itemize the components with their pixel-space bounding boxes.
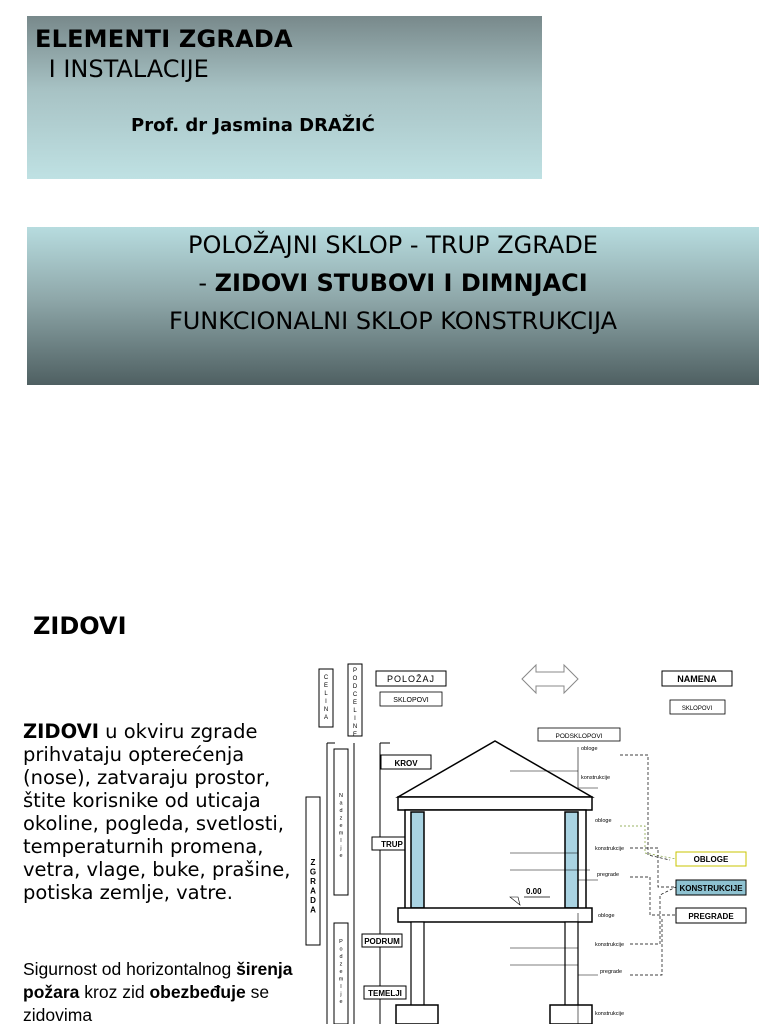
zgrada-letters xyxy=(310,858,316,915)
small-label: konstrukcije xyxy=(595,846,625,852)
v-podceline-letter: E xyxy=(352,732,358,738)
paragraph-2 xyxy=(23,958,295,1027)
v-podceline-letter: O xyxy=(352,676,358,682)
small-label: pregrade xyxy=(600,969,623,975)
small-label: konstrukcije xyxy=(581,775,611,781)
p2-bold1: širenja požara xyxy=(23,959,293,1002)
polozaj-label: POLOŽAJ xyxy=(386,674,436,684)
subtitle-line2-prefix: - xyxy=(198,269,215,297)
small-label: obloge xyxy=(598,913,615,919)
level-label: 0.00 xyxy=(526,887,542,896)
v-zgrada-letter: R xyxy=(310,877,316,886)
p2-part2: kroz zid xyxy=(79,982,150,1002)
v-podceline-letter: E xyxy=(352,700,358,706)
right-wall xyxy=(565,812,578,908)
subtitle-line2-bold: ZIDOVI STUBOVI I DIMNJACI xyxy=(214,269,588,297)
subtitle-banner xyxy=(27,227,759,385)
v-nadzemlje-letter: d xyxy=(339,808,343,814)
paragraph-1 xyxy=(23,720,295,904)
building-diagram xyxy=(300,655,760,1024)
v-nadzemlje-letter: z xyxy=(339,815,343,822)
podrum-label: PODRUM xyxy=(364,937,400,946)
v-nadzemlje-letter: a xyxy=(339,800,343,807)
p2-bold2: obezbeđuje xyxy=(149,982,246,1002)
v-zgrada-letter: G xyxy=(309,867,317,877)
trup-label: TRUP xyxy=(381,840,403,849)
v-podzemlje-letter: d xyxy=(339,954,343,960)
v-podceline-letter: L xyxy=(353,708,357,714)
v-podzemlje-letter: o xyxy=(339,946,343,953)
legend-obloge-label: OBLOGE xyxy=(693,855,729,864)
double-arrow-icon xyxy=(522,665,578,693)
small-label: konstrukcije xyxy=(595,1011,625,1017)
v-podzemlje-letter: m xyxy=(338,976,344,983)
v-celina-letter: I xyxy=(325,699,327,705)
v-celina-letter: E xyxy=(323,683,329,689)
v-nadzemlje-letter: m xyxy=(338,830,344,837)
author: Prof. dr Jasmina DRAŽIĆ xyxy=(131,115,375,136)
subtitle-line1: POLOŽAJNI SKLOP - TRUP ZGRADE xyxy=(188,231,598,259)
v-podzemlje-letter: z xyxy=(339,961,343,968)
v-podceline-letter: P xyxy=(352,668,358,674)
v-zgrada-letter: Z xyxy=(310,858,316,867)
legend-pregrade-label: PREGRADE xyxy=(688,912,734,921)
title-line2: I INSTALACIJE xyxy=(41,55,209,83)
legend-konstrukcije-label: KONSTRUKCIJE xyxy=(679,884,743,893)
sklopovi-left-label: SKLOPOVI xyxy=(393,697,429,704)
v-podceline-letter: C xyxy=(352,692,358,698)
paragraph-1-lead: ZIDOVI xyxy=(23,720,99,743)
small-label: pregrade xyxy=(597,872,620,878)
v-nadzemlje-letter: j xyxy=(340,845,342,852)
small-labels xyxy=(581,746,624,1017)
krov-label: KROV xyxy=(394,759,418,768)
nadzemlje-box xyxy=(334,749,348,895)
v-nadzemlje-letter: l xyxy=(340,838,342,844)
v-celina-letter: N xyxy=(323,707,329,713)
v-celina-letter: C xyxy=(323,675,329,681)
small-label: obloge xyxy=(581,746,598,752)
subtitle-line2 xyxy=(27,269,759,297)
v-nadzemlje-letter: e xyxy=(339,853,343,859)
paragraph-1-rest: u okviru zgrade prihvataju opterećenja (nose), zatvaraju prostor, štite korisnike od uticaja okoline, pogleda, svetlosti, temperaturnih promena, vetra, vlage, buke, prašine, potiska zemlje, vatre. xyxy=(23,720,291,904)
v-zgrada-letter: D xyxy=(310,896,316,905)
subtitle-line3: FUNKCIONALNI SKLOP KONSTRUKCIJA xyxy=(168,307,618,335)
v-podzemlje-letter: e xyxy=(339,999,343,1005)
podsklopovi-label: PODSKLOPOVI xyxy=(555,733,603,740)
v-podceline-letter: N xyxy=(352,724,358,730)
v-podzemlje-letter: P xyxy=(339,939,343,945)
namena-label: NAMENA xyxy=(677,674,717,684)
p2-part1: Sigurnost od horizontalnog xyxy=(23,959,237,979)
v-celina-letter: A xyxy=(323,715,329,721)
p2-part3: se zidovima xyxy=(23,982,274,1025)
v-nadzemlje-letter: N xyxy=(339,793,343,799)
v-zgrada-letter: A xyxy=(310,905,316,915)
title-banner xyxy=(27,16,542,179)
v-podzemlje-letter: e xyxy=(339,969,343,975)
v-podceline-letter: I xyxy=(354,716,356,722)
v-zgrada-letter: A xyxy=(310,886,316,896)
v-podzemlje-letter: l xyxy=(340,984,342,990)
v-podzemlje-letter: j xyxy=(340,991,342,998)
left-wall xyxy=(411,812,424,908)
small-label: konstrukcije xyxy=(595,942,625,948)
v-nadzemlje-letter: e xyxy=(339,823,343,829)
section-heading: ZIDOVI xyxy=(33,612,127,640)
sklopovi-right-label: SKLOPOVI xyxy=(681,706,713,712)
small-label: obloge xyxy=(595,818,612,824)
v-podceline-letter: D xyxy=(352,684,358,690)
temelji-label: TEMELJI xyxy=(368,989,402,998)
v-celina-letter: L xyxy=(324,691,328,697)
title-line1: ELEMENTI ZGRADA xyxy=(35,25,293,53)
